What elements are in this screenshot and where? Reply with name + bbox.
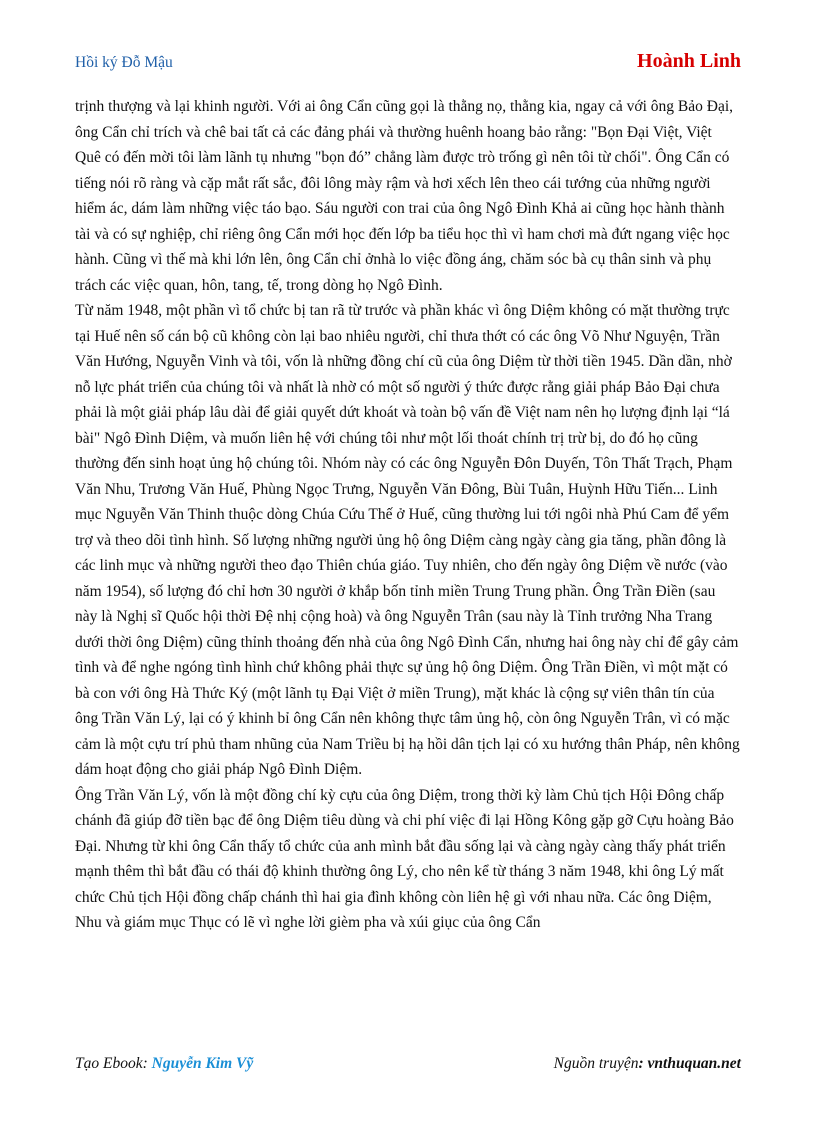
paragraph: Từ năm 1948, một phần vì tổ chức bị tan rã từ trước và phần khác vì ông Diệm không có mặt thường trực tại Huế nên số cán bộ cũ không còn lại bao nhiêu người, chỉ thưa thớt có các ông Võ Như Nguyện, Trần Văn Hướng, Nguyễn Vinh và tôi, vốn là những đồng chí cũ của ông Diệm từ thời tiền 1945. Dần dần, nhờ nỗ lực phát triển của chúng tôi và nhất là nhờ có một số người ý thức được rằng giải pháp Bảo Đại chưa phải là một giải pháp lâu dài để giải quyết dứt khoát và toàn bộ vấn đề Việt nam nên họ lượng định lại “lá bài" Ngô Đình Diệm, và muốn liên hệ với chúng tôi như một lối thoát chính trị trừ bị, do đó họ cũng thường đến sinh hoạt ủng hộ chúng tôi. Nhóm này có các ông Nguyễn Đôn Duyến, Tôn Thất Trạch, Phạm Văn Nhu, Trương Văn Huế, Phùng Ngọc Trưng, Nguyễn Văn Đông, Bùi Tuân, Huỳnh Hữu Tiến... Linh mục Nguyễn Văn Thinh thuộc dòng Chúa Cứu Thế ở Huế, cũng thường lui tới ngôi nhà Phú Cam để yểm trợ và theo dõi tình hình. Số lượng những người ủng hộ ông Diệm càng ngày càng gia tăng, phần đông là các linh mục và những người theo đạo Thiên chúa giáo. Tuy nhiên, cho đến ngày ông Diệm về nước (vào năm 1954), số lượng đó chỉ hơn 30 người ở khắp bốn tỉnh miền Trung Trung phần. Ông Trần Điền (sau này là Nghị sĩ Quốc hội thời Đệ nhị cộng hoà) và ông Nguyễn Trân (sau này là Tỉnh trưởng Nha Trang dưới thời ông Diệm) cũng thỉnh thoảng đến nhà của ông Ngô Đình Cẩn, nhưng hai ông này chỉ để gây cảm tình và để nghe ngóng tình hình chứ không phải thực sự ủng hộ ông Diệm. Ông Trần Điền, vì một mặt có bà con với ông Hà Thức Ký (một lãnh tụ Đại Việt ở miền Trung), mặt khác là cộng sự viên thân tín của ông Trần Văn Lý, lại có ý khinh bỉ ông Cẩn nên không thực tâm ủng hộ, còn ông Nguyễn Trân, vì có mặc cảm là một cựu trí phủ tham nhũng của Nam Triều bị hạ hồi dân tịch lại có xu hướng thân Pháp, nên không dám hoạt động cho giải pháp Ngô Đình Diệm. <box>75 302 740 778</box>
source-credit-label: Nguồn truyện <box>553 1055 639 1072</box>
book-title: Hồi ký Đỗ Mậu <box>75 54 173 71</box>
source-credit <box>554 1055 741 1073</box>
ebook-credit <box>75 1055 253 1073</box>
page-footer <box>75 1055 741 1077</box>
body-text <box>75 94 741 936</box>
source-credit-sep: : <box>638 1055 648 1072</box>
ebook-credit-sep: : <box>142 1055 152 1072</box>
ebook-creator-name: Nguyễn Kim Vỹ <box>151 1055 254 1072</box>
page-header <box>75 50 741 74</box>
author-name: Hoành Linh <box>637 50 741 72</box>
source-site: vnthuquan.net <box>647 1055 741 1072</box>
paragraph: trịnh thượng và lại khinh người. Với ai ông Cẩn cũng gọi là thằng nọ, thằng kia, ngay cả với ông Bảo Đại, ông Cẩn chỉ trích và chê bai tất cả các đảng phái và thường huênh hoang bảo rằng: "Bọn Đại Việt, Việt Quê có đến mời tôi làm lãnh tụ nhưng "bọn đó” chẳng làm được trò trống gì nên tôi từ chối". Ông Cẩn có tiếng nói rõ ràng và cặp mắt rất sắc, đôi lông mày rậm và hơi xếch lên theo cái tướng của những người hiểm ác, dám làm những việc táo bạo. Sáu người con trai của ông Ngô Đình Khả ai cũng học hành thành tài và có sự nghiệp, chỉ riêng ông Cẩn mới học đến lớp ba tiểu học thì vì ham chơi mà đứt ngang việc học hành. Cũng vì thế mà khi lớn lên, ông Cẩn chỉ ởnhà lo việc đồng áng, chăm sóc bà cụ thân sinh và phụ trách các việc quan, hôn, tang, tế, trong dòng họ Ngô Đình. <box>75 98 734 294</box>
ebook-credit-label: Tạo Ebook <box>75 1055 143 1072</box>
paragraph: Ông Trần Văn Lý, vốn là một đồng chí kỳ cựu của ông Diệm, trong thời kỳ làm Chủ tịch Hội Đông chấp chánh đã giúp đỡ tiền bạc để ông Diệm tiêu dùng và chi phí việc đi lại Hồng Kông gặp gỡ Cựu hoàng Bảo Đại. Nhưng từ khi ông Cẩn thấy tổ chức của anh mình bắt đầu sống lại và càng ngày càng thấy phát triển mạnh thêm thì bắt đầu có thái độ khinh thường ông Lý, cho nên kể từ tháng 3 năm 1948, khi ông Lý mất chức Chủ tịch Hội đồng chấp chánh thì hai gia đình không còn liên hệ gì với nhau nữa. Các ông Diệm, Nhu và giám mục Thục có lẽ vì nghe lời gièm pha và xúi giục của ông Cẩn <box>75 786 734 931</box>
